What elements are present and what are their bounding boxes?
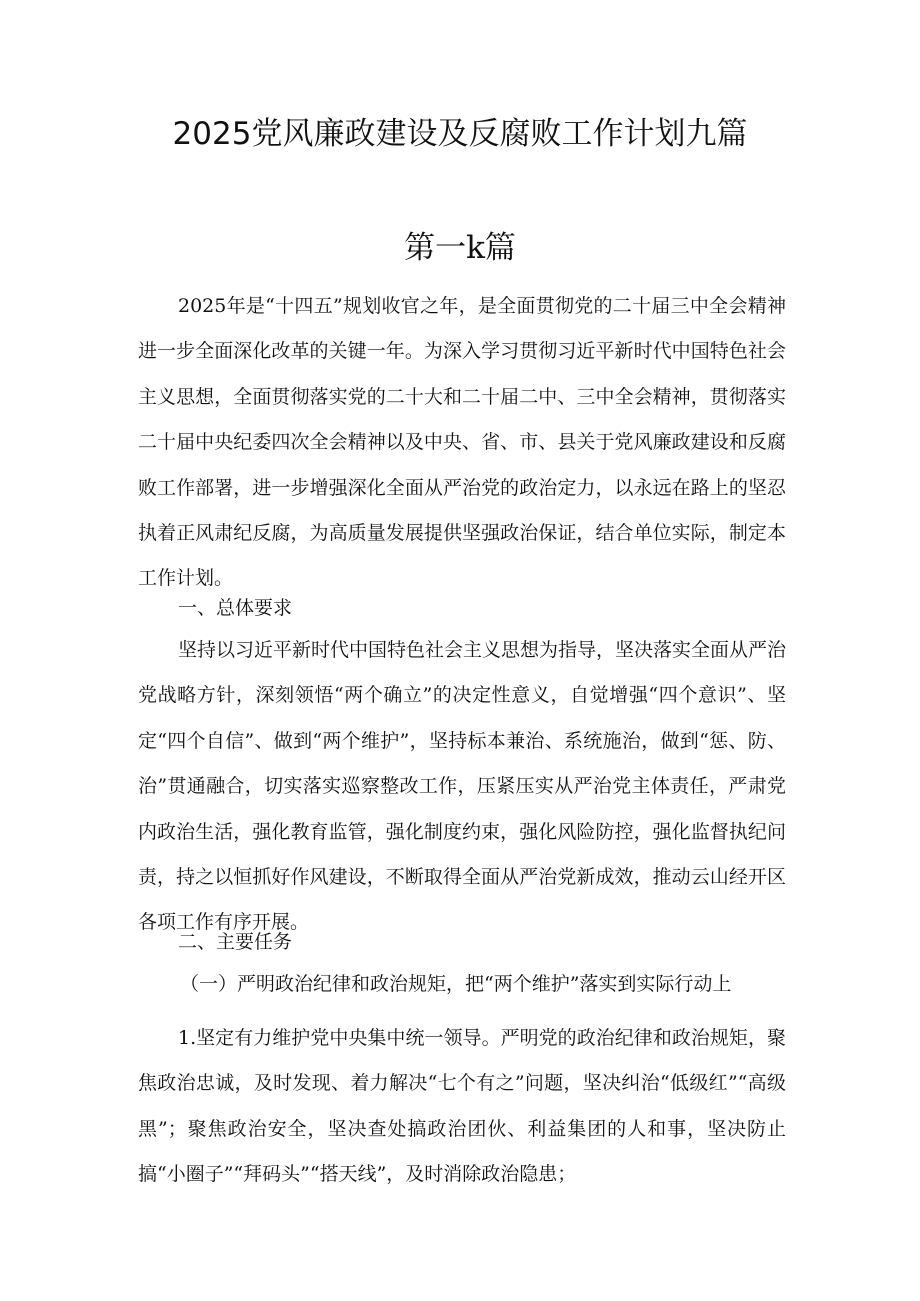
chapter-heading: 第一k篇 (404, 230, 516, 266)
section-heading-main-tasks: 二、主要任务 (178, 931, 293, 953)
requirements-paragraph: 坚持以习近平新时代中国特色社会主义思想为指导，坚决落实全面从严治党战略方针，深刻领悟“两个确立”的决定性意义，自觉增强“四个意识”、坚定“四个自信”、做到“两个维护”，坚持标本兼治、系统施治，做到“惩、防、治”贯通融合，切实落实巡察整改工作，压紧压实从严治党主体责任，严肃党内政治生活，强化教育监管，强化制度约束，强化风险防控，强化监督执纪问责，持之以恒抓好作风建设，不断取得全面从严治党新成效，推动云山经开区各项工作有序开展。 (138, 639, 787, 934)
subsection-heading-political-discipline: （一）严明政治纪律和政治规矩，把“两个维护”落实到实际行动上 (180, 973, 732, 995)
section-heading-general-requirements: 一、总体要求 (178, 597, 293, 619)
document-title: 2025党风廉政建设及反腐败工作计划九篇 (172, 116, 748, 152)
task-item-1-paragraph: 1.坚定有力维护党中央集中统一领导。严明党的政治纪律和政治规矩，聚焦政治忠诚，及时发现、着力解决“七个有之”问题，坚决纠治“低级红”“高级黑”；聚焦政治安全，坚决查处搞政治团伙、利益集团的人和事，坚决防止搞“小圈子”“拜码头”“搭天线”，及时消除政治隐患； (138, 1027, 786, 1186)
intro-paragraph: 2025年是“十四五”规划收官之年，是全面贯彻党的二十届三中全会精神进一步全面深化改革的关键一年。为深入学习贯彻习近平新时代中国特色社会主义思想，全面贯彻落实党的二十大和二十届二中、三中全会精神，贯彻落实二十届中央纪委四次全会精神以及中央、省、市、县关于党风廉政建设和反腐败工作部署，进一步增强深化全面从严治党的政治定力，以永远在路上的坚忍执着正风肃纪反腐，为高质量发展提供坚强政治保证，结合单位实际，制定本工作计划。 (138, 295, 786, 590)
